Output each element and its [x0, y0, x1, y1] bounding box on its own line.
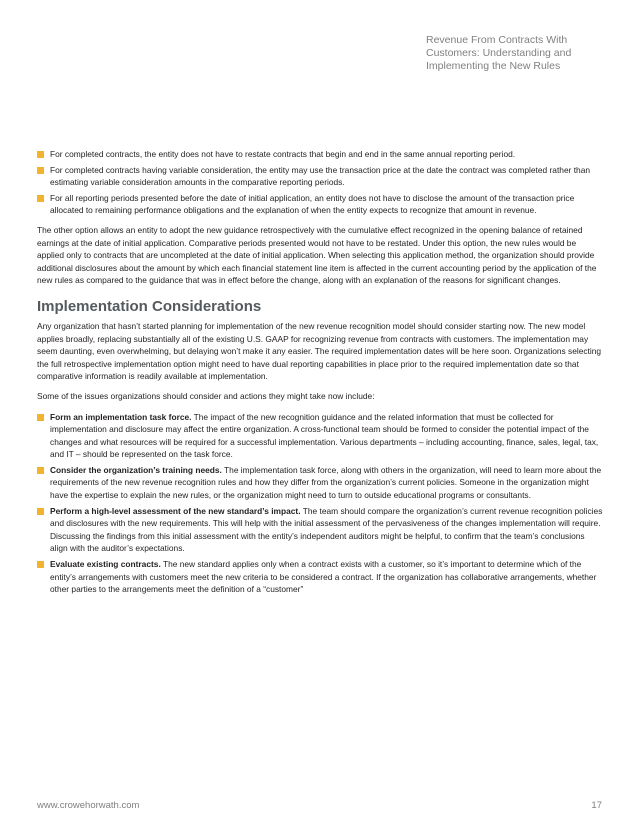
application-options-list — [37, 148, 603, 217]
list-item — [37, 464, 603, 502]
list-item-text: The implementation task force, along with others in the organization, will need to learn more about the requirements of the new revenue recognition rules and how they differ from the organization’s current policies. Someone in the organization might have the expertise to explain the new rules, or the organization might need to turn to outside educational programs or consultants. — [50, 464, 602, 501]
list-item — [37, 505, 603, 555]
running-header — [426, 34, 626, 73]
bullet-square-icon — [37, 195, 44, 202]
list-item — [37, 192, 603, 217]
list-item — [37, 164, 603, 189]
bullet-square-icon — [37, 151, 44, 158]
section-intro-paragraph: Any organization that hasn’t started planning for implementation of the new revenue recognition model should consider starting now. The new model applies broadly, replacing substantially all of the existing U.S. GAAP for recognizing revenue from contracts with customers. The implementation may seem daunting, even overwhelming, but delaying won’t make it any easier. The required implementation dates will be here soon. Organizations selecting the full retrospective implementation option might need to have dual reporting capabilities in place prior to the required implementation date so that comparative information is readily available at implementation. — [37, 320, 602, 382]
list-item-text: For completed contracts, the entity does not have to restate contracts that begin and end in the same annual reporting period. — [50, 149, 516, 159]
list-item-text: The new standard applies only when a contract exists with a customer, so it’s important to determine which of the entity’s arrangements with customers meet the new criteria to be considered a contract. If the organization has collaborative arrangements, whether other parties to the arrangements meet the definition of a “customer” — [50, 559, 597, 595]
bullet-square-icon — [37, 414, 44, 421]
list-item-heading: Perform a high-level assessment of the new standard’s impact. — [50, 505, 301, 516]
option-paragraph: The other option allows an entity to adopt the new guidance retrospectively with the cumulative effect recognized in the opening balance of retained earnings at the date of initial application. Comparative periods presented would not have to be restated. Under this option, the new rules would be applied only to contracts that are uncompleted at the date of initial application. When selecting this application method, the organization should provide additional disclosures about the amount by which each financial statement line item is affected in the current accounting period by the application of the new rules as compared to the guidance that was in effect before the change, along with an explanation of the reasons for significant changes. — [37, 224, 597, 286]
list-item-text: For completed contracts having variable consideration, the entity may use the transaction price at the date the contract was completed rather than estimating variable consideration amounts in the comparative reporting periods. — [50, 164, 591, 188]
bullet-square-icon — [37, 167, 44, 174]
list-item-heading: Evaluate existing contracts. — [50, 559, 161, 570]
header-line: Customers: Understanding and — [426, 47, 572, 59]
list-item-text: The team should compare the organization’s current revenue recognition policies and disclosures with the new requirements. This will help with the initial assessment of the pervasiveness of the changes implementation will require. Discussing the findings from this initial assessment with the entity’s independent auditors might be helpful, to confirm that the team’s conclusions align with the auditor’s expectations. — [50, 505, 603, 554]
bullet-square-icon — [37, 561, 44, 568]
bullet-square-icon — [37, 508, 44, 515]
bullet-square-icon — [37, 467, 44, 474]
list-item-text: The impact of the new recognition guidance and the related information that must be collected for implementation and disclosure may affect the entire organization. A cross-functional team should be formed to consider the potential impact of the changes and what resources will be required for a successful implementation. Various departments – including accounting, finance, sales, legal, tax, and IT – should be represented on the task force. — [50, 411, 599, 460]
implementation-actions-list — [37, 411, 603, 596]
page-number: 17 — [591, 800, 602, 811]
section-heading: Implementation Considerations — [37, 297, 262, 315]
list-item-heading: Form an implementation task force. — [50, 411, 192, 422]
header-line: Revenue From Contracts With — [426, 34, 568, 46]
list-item — [37, 411, 603, 461]
list-item-text: For all reporting periods presented before the date of initial application, an entity does not have to disclose the amount of the transaction price allocated to remaining performance obligations and the explanation of when the entity expects to recognize that amount in revenue. — [50, 192, 575, 216]
list-item — [37, 558, 603, 596]
header-line: Implementing the New Rules — [426, 60, 561, 72]
list-item — [37, 148, 603, 161]
page-content — [37, 148, 603, 599]
list-item-heading: Consider the organization’s training needs. — [50, 464, 222, 475]
footer-website-link[interactable]: www.crowehorwath.com — [37, 800, 140, 811]
lead-in-paragraph: Some of the issues organizations should consider and actions they might take now include: — [37, 390, 375, 401]
